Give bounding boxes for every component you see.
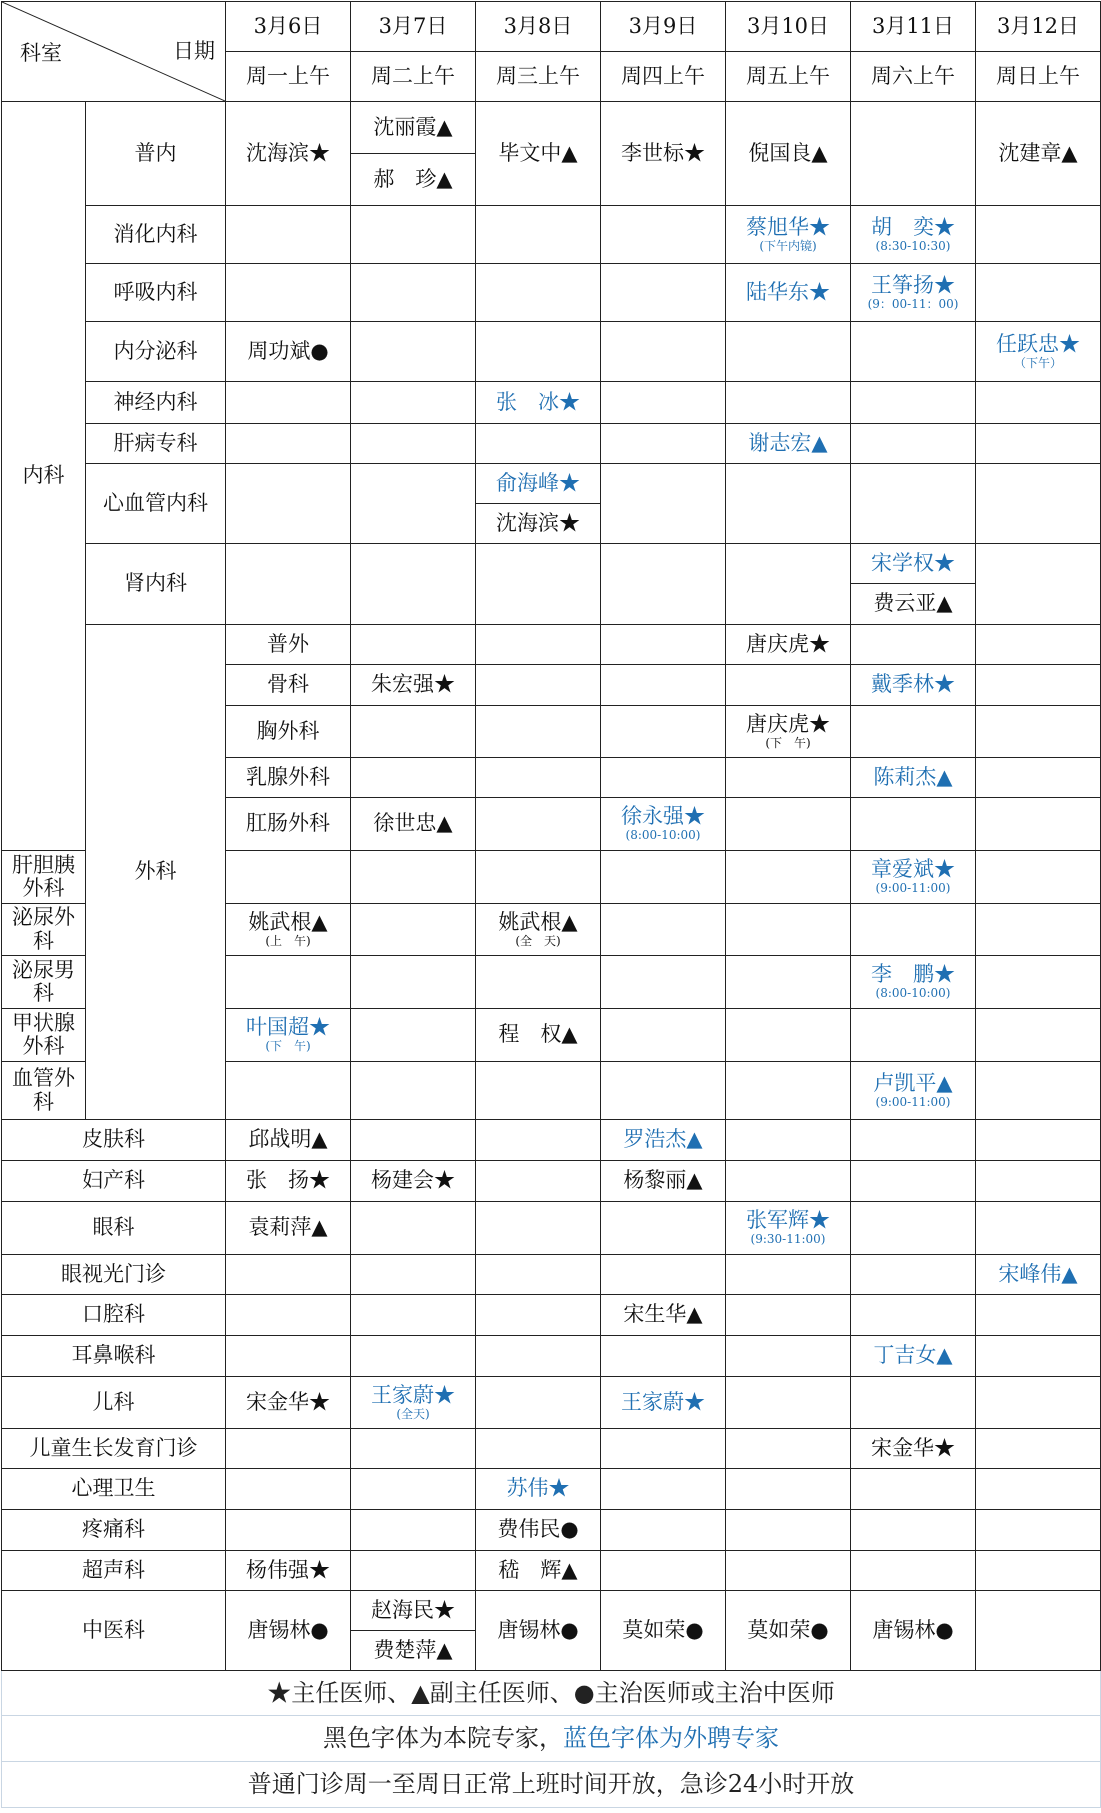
empty-cell xyxy=(476,1161,601,1202)
empty-cell xyxy=(976,206,1101,264)
empty-cell xyxy=(226,1429,351,1469)
empty-cell xyxy=(601,956,726,1009)
empty-cell xyxy=(476,758,601,798)
doctor-cell xyxy=(851,1062,976,1120)
doctor-cell: 宋金华★ xyxy=(851,1429,976,1469)
empty-cell xyxy=(351,544,476,625)
empty-cell xyxy=(976,758,1101,798)
dept-pw: 普外 xyxy=(226,625,351,665)
empty-cell xyxy=(726,758,851,798)
empty-cell xyxy=(476,798,601,851)
doctor-cell xyxy=(226,904,351,956)
dept-kqk: 口腔科 xyxy=(2,1295,226,1336)
doctor-cell: 郝 珍▲ xyxy=(351,154,476,206)
empty-cell xyxy=(476,1295,601,1336)
doctor-cell: 唐锡林● xyxy=(476,1591,601,1671)
empty-cell xyxy=(226,1062,351,1120)
empty-cell xyxy=(726,544,851,625)
doctor-note: (8:00-10:00) xyxy=(875,986,951,1001)
empty-cell xyxy=(601,544,726,625)
doctor-cell xyxy=(851,956,976,1009)
empty-cell xyxy=(726,1469,851,1510)
weekday-header: 周日上午 xyxy=(976,52,1101,102)
empty-cell xyxy=(351,1202,476,1255)
doctor-name: 王家蔚★ xyxy=(371,1382,455,1407)
empty-cell xyxy=(976,544,1101,625)
doctor-note: （下午） xyxy=(1013,355,1062,370)
legend-black-text: 黑色字体为本院专家， xyxy=(323,1724,563,1753)
empty-cell xyxy=(976,1591,1101,1671)
dept-mnwk: 泌尿外科 xyxy=(2,904,86,956)
doctor-cell xyxy=(726,206,851,264)
empty-cell xyxy=(226,1255,351,1295)
doctor-cell: 王家蔚★ xyxy=(601,1377,726,1429)
empty-cell xyxy=(726,1161,851,1202)
empty-cell xyxy=(351,851,476,904)
empty-cell xyxy=(976,798,1101,851)
outpatient-schedule-table xyxy=(1,1,1101,1808)
doctor-name: 张军辉★ xyxy=(746,1208,830,1233)
dept-hxnk: 呼吸内科 xyxy=(86,264,226,322)
dept-jzxwk: 甲状腺外科 xyxy=(2,1009,86,1062)
empty-cell xyxy=(851,1255,976,1295)
doctor-cell: 费云亚▲ xyxy=(851,584,976,625)
doctor-cell: 宋学权★ xyxy=(851,544,976,584)
doctor-cell: 宋生华▲ xyxy=(601,1295,726,1336)
empty-cell xyxy=(851,1377,976,1429)
empty-cell xyxy=(351,264,476,322)
empty-cell xyxy=(726,1255,851,1295)
doctor-cell xyxy=(351,1377,476,1429)
doctor-note: (8:30-10:30) xyxy=(875,238,951,253)
empty-cell xyxy=(601,322,726,382)
doctor-note: (全 天) xyxy=(515,933,561,948)
doctor-name: 王筝扬★ xyxy=(871,272,955,297)
doctor-cell xyxy=(976,322,1101,382)
doctor-cell: 沈海滨★ xyxy=(476,504,601,544)
empty-cell xyxy=(351,625,476,665)
doctor-note: (9:30-11:00) xyxy=(750,1232,826,1247)
doctor-name: 唐庆虎★ xyxy=(746,711,830,736)
date-header: 3月11日 xyxy=(851,2,976,52)
doctor-name: 卢凯平▲ xyxy=(873,1070,953,1095)
doctor-cell: 费伟民● xyxy=(476,1510,601,1551)
empty-cell xyxy=(851,1510,976,1551)
doctor-name: 蔡旭华★ xyxy=(746,214,830,239)
doctor-cell: 戴季林★ xyxy=(851,665,976,706)
empty-cell xyxy=(226,382,351,424)
empty-cell xyxy=(226,1295,351,1336)
doctor-name: 李 鹏★ xyxy=(871,962,955,987)
empty-cell xyxy=(476,322,601,382)
empty-cell xyxy=(976,424,1101,464)
empty-cell xyxy=(476,264,601,322)
doctor-cell: 莫如荣● xyxy=(601,1591,726,1671)
empty-cell xyxy=(476,1062,601,1120)
empty-cell xyxy=(476,1377,601,1429)
empty-cell xyxy=(476,544,601,625)
doctor-cell: 谢志宏▲ xyxy=(726,424,851,464)
corner-dept-label: 科室 xyxy=(20,41,62,65)
empty-cell xyxy=(351,1295,476,1336)
empty-cell xyxy=(726,956,851,1009)
doctor-note: (上 午) xyxy=(265,933,311,948)
dept-rxwk: 乳腺外科 xyxy=(226,758,351,798)
doctor-cell xyxy=(851,851,976,904)
doctor-cell: 费楚萍▲ xyxy=(351,1631,476,1671)
empty-cell xyxy=(476,206,601,264)
doctor-cell: 赵海民★ xyxy=(351,1591,476,1631)
empty-cell xyxy=(476,625,601,665)
doctor-cell: 张 扬★ xyxy=(226,1161,351,1202)
empty-cell xyxy=(726,1429,851,1469)
doctor-cell xyxy=(226,1009,351,1062)
doctor-name: 姚武根▲ xyxy=(248,909,328,934)
empty-cell xyxy=(851,102,976,206)
empty-cell xyxy=(601,1202,726,1255)
empty-cell xyxy=(851,1161,976,1202)
weekday-header: 周三上午 xyxy=(476,52,601,102)
dept-sjnk: 神经内科 xyxy=(86,382,226,424)
date-header: 3月9日 xyxy=(601,2,726,52)
empty-cell xyxy=(476,665,601,706)
empty-cell xyxy=(726,464,851,544)
doctor-cell xyxy=(476,904,601,956)
dept-xhnk: 消化内科 xyxy=(86,206,226,264)
dept-pn: 普内 xyxy=(86,102,226,206)
empty-cell xyxy=(726,904,851,956)
doctor-cell: 邱战明▲ xyxy=(226,1120,351,1161)
empty-cell xyxy=(726,1062,851,1120)
empty-cell xyxy=(851,1009,976,1062)
legend-hours: 普通门诊周一至周日正常上班时间开放，急诊24小时开放 xyxy=(2,1762,1101,1808)
empty-cell xyxy=(226,544,351,625)
empty-cell xyxy=(601,382,726,424)
empty-cell xyxy=(976,1377,1101,1429)
dept-gk: 骨科 xyxy=(226,665,351,706)
doctor-cell: 沈丽霞▲ xyxy=(351,102,476,154)
dept-yk: 眼科 xyxy=(2,1202,226,1255)
date-header: 3月12日 xyxy=(976,2,1101,52)
empty-cell xyxy=(476,424,601,464)
empty-cell xyxy=(601,464,726,544)
empty-cell xyxy=(851,464,976,544)
doctor-name: 章爱斌★ xyxy=(871,857,955,882)
doctor-cell xyxy=(601,798,726,851)
empty-cell xyxy=(726,1009,851,1062)
doctor-cell: 陈莉杰▲ xyxy=(851,758,976,798)
empty-cell xyxy=(601,851,726,904)
empty-cell xyxy=(351,1469,476,1510)
empty-cell xyxy=(351,758,476,798)
doctor-cell xyxy=(726,1202,851,1255)
category-surgery: 外科 xyxy=(86,625,226,1120)
empty-cell xyxy=(351,1336,476,1377)
empty-cell xyxy=(601,625,726,665)
empty-cell xyxy=(476,956,601,1009)
doctor-cell: 朱宏强★ xyxy=(351,665,476,706)
weekday-header: 周五上午 xyxy=(726,52,851,102)
empty-cell xyxy=(601,706,726,758)
empty-cell xyxy=(976,1161,1101,1202)
empty-cell xyxy=(601,1255,726,1295)
doctor-note: (下午内镜) xyxy=(759,238,817,253)
doctor-cell: 周功斌● xyxy=(226,322,351,382)
empty-cell xyxy=(226,1469,351,1510)
dept-gcwk: 肛肠外科 xyxy=(226,798,351,851)
dept-mnnk: 泌尿男科 xyxy=(2,956,86,1009)
doctor-note: (全天) xyxy=(396,1406,430,1421)
empty-cell xyxy=(351,1551,476,1591)
empty-cell xyxy=(976,1062,1101,1120)
empty-cell xyxy=(976,1120,1101,1161)
dept-ysgmz: 眼视光门诊 xyxy=(2,1255,226,1295)
empty-cell xyxy=(976,1295,1101,1336)
doctor-cell: 袁莉萍▲ xyxy=(226,1202,351,1255)
empty-cell xyxy=(726,851,851,904)
dept-gbzk: 肝病专科 xyxy=(86,424,226,464)
empty-cell xyxy=(976,1009,1101,1062)
doctor-cell: 唐锡林● xyxy=(226,1591,351,1671)
doctor-name: 任跃忠★ xyxy=(996,331,1080,356)
empty-cell xyxy=(351,1255,476,1295)
empty-cell xyxy=(851,1202,976,1255)
doctor-cell: 杨伟强★ xyxy=(226,1551,351,1591)
empty-cell xyxy=(351,956,476,1009)
empty-cell xyxy=(726,382,851,424)
doctor-cell xyxy=(726,706,851,758)
doctor-cell: 李世标★ xyxy=(601,102,726,206)
category-internal: 内科 xyxy=(2,102,86,851)
dept-pfk: 皮肤科 xyxy=(2,1120,226,1161)
empty-cell xyxy=(476,1255,601,1295)
empty-cell xyxy=(351,1429,476,1469)
empty-cell xyxy=(976,904,1101,956)
empty-cell xyxy=(851,1469,976,1510)
empty-cell xyxy=(601,1551,726,1591)
doctor-note: (8:00-10:00) xyxy=(625,828,701,843)
doctor-cell: 沈海滨★ xyxy=(226,102,351,206)
empty-cell xyxy=(351,1510,476,1551)
dept-ttk: 疼痛科 xyxy=(2,1510,226,1551)
dept-etszfymz: 儿童生长发育门诊 xyxy=(2,1429,226,1469)
empty-cell xyxy=(351,322,476,382)
dept-xwk: 胸外科 xyxy=(226,706,351,758)
empty-cell xyxy=(476,1202,601,1255)
doctor-cell: 唐锡林● xyxy=(851,1591,976,1671)
header-corner xyxy=(2,2,226,102)
date-header: 3月6日 xyxy=(226,2,351,52)
doctor-cell: 张 冰★ xyxy=(476,382,601,424)
empty-cell xyxy=(351,1009,476,1062)
empty-cell xyxy=(601,1009,726,1062)
empty-cell xyxy=(351,904,476,956)
empty-cell xyxy=(476,706,601,758)
weekday-header: 周一上午 xyxy=(226,52,351,102)
empty-cell xyxy=(601,206,726,264)
doctor-name: 姚武根▲ xyxy=(498,909,578,934)
empty-cell xyxy=(726,1377,851,1429)
empty-cell xyxy=(351,206,476,264)
doctor-cell: 陆华东★ xyxy=(726,264,851,322)
weekday-header: 周二上午 xyxy=(351,52,476,102)
dept-ek: 儿科 xyxy=(2,1377,226,1429)
empty-cell xyxy=(851,798,976,851)
empty-cell xyxy=(226,956,351,1009)
empty-cell xyxy=(851,625,976,665)
dept-xlws: 心理卫生 xyxy=(2,1469,226,1510)
date-header: 3月8日 xyxy=(476,2,601,52)
empty-cell xyxy=(226,264,351,322)
empty-cell xyxy=(976,625,1101,665)
date-header: 3月10日 xyxy=(726,2,851,52)
doctor-note: (下 午) xyxy=(765,735,811,750)
empty-cell xyxy=(726,1295,851,1336)
doctor-name: 徐永强★ xyxy=(621,804,705,829)
doctor-cell: 丁吉女▲ xyxy=(851,1336,976,1377)
dept-zyk: 中医科 xyxy=(2,1591,226,1671)
empty-cell xyxy=(976,706,1101,758)
empty-cell xyxy=(601,904,726,956)
empty-cell xyxy=(226,851,351,904)
dept-ebhk: 耳鼻喉科 xyxy=(2,1336,226,1377)
empty-cell xyxy=(601,665,726,706)
empty-cell xyxy=(851,424,976,464)
empty-cell xyxy=(351,464,476,544)
empty-cell xyxy=(851,1120,976,1161)
empty-cell xyxy=(851,1295,976,1336)
empty-cell xyxy=(976,1469,1101,1510)
empty-cell xyxy=(726,1551,851,1591)
doctor-cell: 杨黎丽▲ xyxy=(601,1161,726,1202)
doctor-cell: 徐世忠▲ xyxy=(351,798,476,851)
doctor-cell: 杨建会★ xyxy=(351,1161,476,1202)
doctor-cell: 嵇 辉▲ xyxy=(476,1551,601,1591)
empty-cell xyxy=(976,1429,1101,1469)
empty-cell xyxy=(976,264,1101,322)
doctor-cell xyxy=(851,206,976,264)
doctor-cell: 毕文中▲ xyxy=(476,102,601,206)
empty-cell xyxy=(726,1120,851,1161)
empty-cell xyxy=(351,1062,476,1120)
empty-cell xyxy=(601,1510,726,1551)
doctor-cell: 倪国良▲ xyxy=(726,102,851,206)
empty-cell xyxy=(976,464,1101,544)
empty-cell xyxy=(726,1510,851,1551)
dept-xgwk: 血管外科 xyxy=(2,1062,86,1120)
doctor-name: 叶国超★ xyxy=(246,1015,330,1040)
empty-cell xyxy=(851,706,976,758)
empty-cell xyxy=(476,1429,601,1469)
empty-cell xyxy=(726,665,851,706)
legend-blue-text: 蓝色字体为外聘专家 xyxy=(563,1724,779,1753)
empty-cell xyxy=(726,798,851,851)
dept-xxgnk: 心血管内科 xyxy=(86,464,226,544)
empty-cell xyxy=(226,206,351,264)
empty-cell xyxy=(976,1336,1101,1377)
empty-cell xyxy=(601,1469,726,1510)
doctor-cell: 程 权▲ xyxy=(476,1009,601,1062)
dept-fck: 妇产科 xyxy=(2,1161,226,1202)
empty-cell xyxy=(851,904,976,956)
empty-cell xyxy=(351,424,476,464)
doctor-cell: 宋金华★ xyxy=(226,1377,351,1429)
empty-cell xyxy=(726,322,851,382)
empty-cell xyxy=(476,851,601,904)
empty-cell xyxy=(976,382,1101,424)
empty-cell xyxy=(601,1336,726,1377)
empty-cell xyxy=(226,464,351,544)
date-header: 3月7日 xyxy=(351,2,476,52)
dept-nfmk: 内分泌科 xyxy=(86,322,226,382)
doctor-cell: 苏伟★ xyxy=(476,1469,601,1510)
weekday-header: 周六上午 xyxy=(851,52,976,102)
empty-cell xyxy=(226,1336,351,1377)
empty-cell xyxy=(976,1551,1101,1591)
doctor-cell: 罗浩杰▲ xyxy=(601,1120,726,1161)
dept-snk: 肾内科 xyxy=(86,544,226,625)
empty-cell xyxy=(976,1510,1101,1551)
empty-cell xyxy=(976,665,1101,706)
empty-cell xyxy=(601,1429,726,1469)
doctor-name: 胡 奕★ xyxy=(871,214,955,239)
empty-cell xyxy=(601,424,726,464)
empty-cell xyxy=(476,1336,601,1377)
doctor-note: (9：00-11：00) xyxy=(867,296,959,311)
empty-cell xyxy=(226,424,351,464)
doctor-note: (9:00-11:00) xyxy=(875,881,951,896)
empty-cell xyxy=(851,382,976,424)
doctor-cell xyxy=(851,264,976,322)
empty-cell xyxy=(851,1551,976,1591)
doctor-note: (下 午) xyxy=(265,1039,311,1054)
empty-cell xyxy=(601,1062,726,1120)
doctor-cell: 沈建章▲ xyxy=(976,102,1101,206)
empty-cell xyxy=(351,706,476,758)
doctor-cell: 莫如荣● xyxy=(726,1591,851,1671)
empty-cell xyxy=(476,1120,601,1161)
doctor-cell: 宋峰伟▲ xyxy=(976,1255,1101,1295)
empty-cell xyxy=(976,851,1101,904)
empty-cell xyxy=(976,1202,1101,1255)
doctor-note: (9:00-11:00) xyxy=(875,1094,951,1109)
dept-csk: 超声科 xyxy=(2,1551,226,1591)
empty-cell xyxy=(851,322,976,382)
doctor-cell: 俞海峰★ xyxy=(476,464,601,504)
empty-cell xyxy=(351,1120,476,1161)
legend-colors xyxy=(2,1716,1101,1762)
empty-cell xyxy=(226,1510,351,1551)
doctor-cell: 唐庆虎★ xyxy=(726,625,851,665)
empty-cell xyxy=(601,758,726,798)
corner-date-label: 日期 xyxy=(173,39,215,63)
empty-cell xyxy=(976,956,1101,1009)
weekday-header: 周四上午 xyxy=(601,52,726,102)
legend-titles: ★主任医师、▲副主任医师、●主治医师或主治中医师 xyxy=(2,1671,1101,1716)
empty-cell xyxy=(726,1336,851,1377)
empty-cell xyxy=(601,264,726,322)
empty-cell xyxy=(351,382,476,424)
dept-gdywk: 肝胆胰外科 xyxy=(2,851,86,904)
